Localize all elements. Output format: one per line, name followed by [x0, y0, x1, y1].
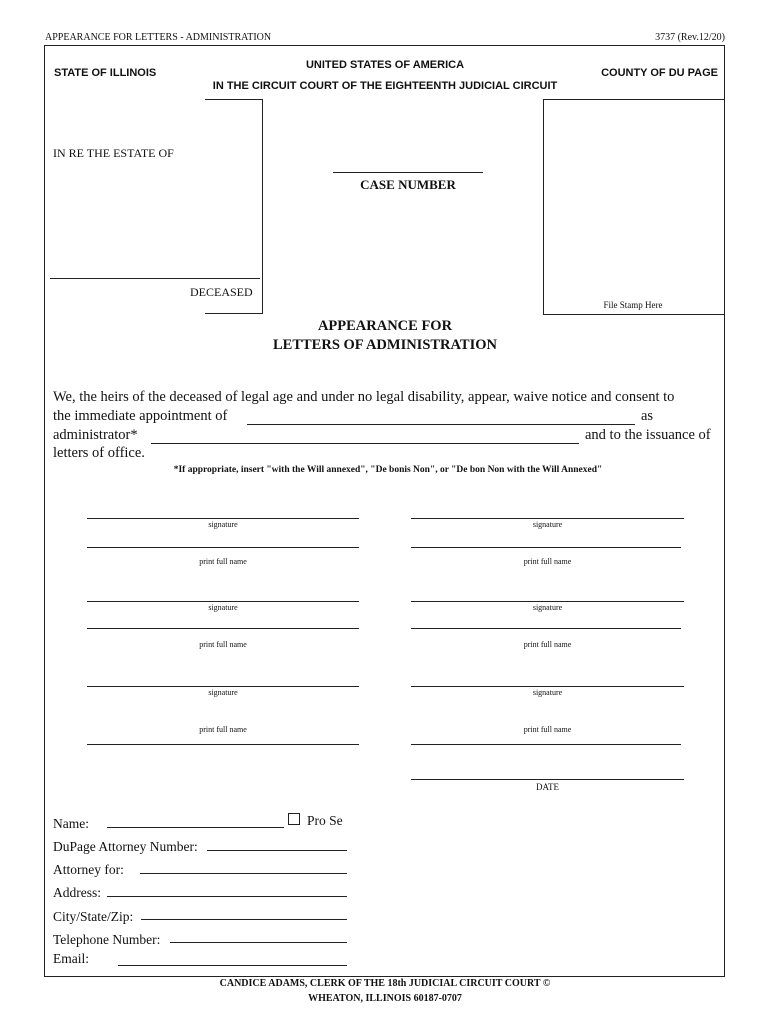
signature-label-1: signature: [208, 520, 238, 529]
print-name-line-4[interactable]: [411, 628, 681, 629]
signature-line-2[interactable]: [411, 518, 684, 519]
statement-line4: letters of office.: [53, 445, 145, 461]
print-name-line-3[interactable]: [87, 628, 359, 629]
attorney-for-field[interactable]: [140, 873, 347, 874]
country-label: UNITED STATES OF AMERICA: [305, 59, 465, 71]
estate-label: IN RE THE ESTATE OF: [53, 146, 174, 160]
telephone-field[interactable]: [170, 942, 347, 943]
signature-line-1[interactable]: [87, 518, 359, 519]
print-name-label-4: print full name: [523, 640, 572, 649]
name-label: Name:: [53, 816, 89, 831]
signature-line-5[interactable]: [87, 686, 359, 687]
email-label: Email:: [53, 951, 89, 966]
city-state-zip-label: City/State/Zip:: [53, 909, 134, 924]
county-label: COUNTY OF DU PAGE: [601, 67, 718, 79]
pro-se-checkbox[interactable]: [288, 813, 300, 825]
print-name-line-5[interactable]: [87, 744, 359, 745]
document-title-line1: APPEARANCE FOR: [317, 318, 453, 334]
print-name-label-1: print full name: [199, 557, 247, 566]
file-stamp-box: [543, 99, 725, 315]
document-title-line2: LETTERS OF ADMINISTRATION: [273, 337, 497, 353]
footer-line1: CANDICE ADAMS, CLERK OF THE 18th JUDICIAL CIRCUIT COURT ©: [219, 978, 551, 989]
telephone-label: Telephone Number:: [53, 932, 161, 947]
date-label: DATE: [536, 782, 559, 792]
print-name-label-2: print full name: [523, 557, 572, 566]
signature-label-6: signature: [532, 688, 563, 697]
city-state-zip-field[interactable]: [141, 919, 347, 920]
signature-label-4: signature: [532, 603, 563, 612]
address-field[interactable]: [107, 896, 347, 897]
statement-line1: We, the heirs of the deceased of legal age and under no legal disability, appear, waive notice and consent to: [53, 389, 675, 405]
email-field[interactable]: [118, 965, 347, 966]
administrator-type-field[interactable]: [151, 443, 579, 444]
date-line[interactable]: [411, 779, 684, 780]
estate-name-line[interactable]: [50, 278, 260, 279]
print-name-label-3: print full name: [199, 640, 247, 649]
state-label: STATE OF ILLINOIS: [54, 67, 157, 79]
pro-se-label: Pro Se: [307, 813, 343, 828]
case-number-label: CASE NUMBER: [360, 177, 456, 192]
signature-label-2: signature: [532, 520, 563, 529]
footer-line2: WHEATON, ILLINOIS 60187-0707: [308, 993, 462, 1004]
name-field[interactable]: [107, 827, 284, 828]
print-name-line-6[interactable]: [411, 744, 681, 745]
address-label: Address:: [53, 885, 101, 900]
form-title: APPEARANCE FOR LETTERS - ADMINISTRATION: [45, 32, 272, 43]
court-label: IN THE CIRCUIT COURT OF THE EIGHTEENTH JUDICIAL CIRCUIT: [212, 80, 558, 92]
statement-line2-post: as: [641, 408, 654, 424]
signature-label-5: signature: [208, 688, 238, 697]
statement-line2-pre: the immediate appointment of: [53, 408, 228, 424]
print-name-label-5: print full name: [199, 725, 247, 734]
estate-box-bottom: [205, 313, 263, 314]
statement-footnote: *If appropriate, insert "with the Will annexed", "De bonis Non", or "De bon Non with the Will Annexed": [173, 465, 603, 475]
attorney-number-field[interactable]: [207, 850, 347, 851]
attorney-for-label: Attorney for:: [53, 862, 124, 877]
print-name-line-1[interactable]: [87, 547, 359, 548]
signature-line-6[interactable]: [411, 686, 684, 687]
signature-label-3: signature: [208, 603, 238, 612]
signature-line-4[interactable]: [411, 601, 684, 602]
case-number-line[interactable]: [333, 172, 483, 173]
appointee-name-field[interactable]: [247, 424, 635, 425]
signature-line-3[interactable]: [87, 601, 359, 602]
statement-line3-pre: administrator*: [53, 427, 138, 443]
print-name-line-2[interactable]: [411, 547, 681, 548]
estate-box-right-border: [262, 99, 263, 314]
estate-box-top: [205, 99, 263, 100]
deceased-label: DECEASED: [190, 285, 253, 299]
form-number: 3737 (Rev.12/20): [655, 32, 725, 43]
file-stamp-label: File Stamp Here: [603, 300, 663, 310]
attorney-number-label: DuPage Attorney Number:: [53, 839, 198, 854]
print-name-label-6: print full name: [523, 725, 572, 734]
statement-line3-post: and to the issuance of: [585, 427, 711, 443]
